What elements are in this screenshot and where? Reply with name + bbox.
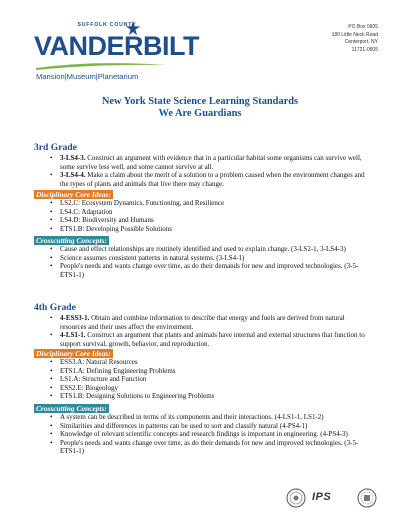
grade-4-dci-label: Disciplinary Core Ideas: xyxy=(36,349,111,358)
grade-3-standards xyxy=(50,154,370,188)
logo-name: VANDERBILT xyxy=(34,31,199,61)
list-item: • Similarities and differences in patterns can be used to sort and classify natural (4-PS4-1) xyxy=(50,422,370,431)
list-item: • ESS3.A: Natural Resources xyxy=(50,358,370,367)
standard-code: 4-LS1-1. xyxy=(60,331,86,340)
address-line: Centerport, NY xyxy=(344,39,378,46)
list-item: • ETS1.A: Defining Engineering Problems xyxy=(50,367,370,376)
list-item: • LS4.D: Biodiversity and Humans xyxy=(50,216,370,225)
logo-subtitle: Mansion|Museum|Planetarium xyxy=(36,72,139,81)
grade-4-dci-list xyxy=(50,358,370,401)
standard-text: Construct an argument that plants and animals have internal and external structures that function to support survival, growth, behavior, and reproduction. xyxy=(60,331,365,348)
list-item: • People's needs and wants change over time, as do their demands for new and improved technologies. (3-5-ETS1-1) xyxy=(50,439,370,456)
page-subtitle: We Are Guardians xyxy=(158,108,242,119)
list-item: • Cause and effect relationships are routinely identified and used to explain change. (3-LS2-1, 3-LS4-3) xyxy=(50,245,370,254)
list-item: • A system can be described in terms of its components and their interactions. (4-LS1-1, LS1-2) xyxy=(50,413,370,422)
grade-4-cc-list xyxy=(50,413,370,456)
page-title: New York State Science Learning Standards xyxy=(101,96,299,107)
mailing-address xyxy=(332,24,378,54)
standard-item xyxy=(50,171,370,188)
logo-county-text: SUFFOLK COUNTY xyxy=(77,22,137,28)
standard-text: Make a claim about the merit of a solution to a problem caused when the environment changes and the types of plants and animals that live there may change. xyxy=(60,171,365,188)
ips-logo: IPS xyxy=(312,491,332,503)
list-item: • Knowledge of relevant scientific concepts and research findings is important in engineering. (4-PS4-3) xyxy=(50,430,370,439)
standard-code: 3-LS4-4. xyxy=(60,171,86,180)
standard-item xyxy=(50,314,370,331)
standard-text: Construct an argument with evidence that in a particular habitat some organisms can survive well, some survive less well, and some cannot survive at all. xyxy=(60,154,362,171)
grade-4-standards xyxy=(50,314,370,348)
list-item: • ETS1.B: Developing Possible Solutions xyxy=(50,225,370,234)
grade-4-heading: 4th Grade xyxy=(34,302,76,313)
list-item: • LS1.A: Structure and Function xyxy=(50,375,370,384)
list-item: • LS4.C: Adaptation xyxy=(50,208,370,217)
standard-code: 3-LS4-3. xyxy=(60,154,86,162)
list-item: • People's needs and wants change over time, as do their demands for new and improved technologies. (3-5-ETS1-1) xyxy=(50,262,370,279)
address-line: 11721-0605 xyxy=(351,46,378,53)
vanderbilt-logo xyxy=(32,20,199,90)
state-seal-icon xyxy=(286,488,306,508)
list-item: • LS2.C: Ecosystem Dynamics, Functioning, and Resilience xyxy=(50,199,370,208)
address-line: PO Box 0605 xyxy=(348,24,378,30)
list-item: • Science assumes consistent patterns in natural systems. (3-LS4-1) xyxy=(50,254,370,263)
grade-3-dci-list xyxy=(50,199,370,233)
standard-code: 4-ESS3-1. xyxy=(60,314,90,322)
logo-swoosh xyxy=(34,61,168,71)
standard-item xyxy=(50,154,370,171)
list-item: • ESS2.E: Biogeology xyxy=(50,384,370,393)
county-seal-icon xyxy=(357,488,377,508)
address-line: 180 Little Neck Road xyxy=(331,31,378,38)
grade-3-cc-label: Crosscutting Concepts: xyxy=(36,236,107,245)
grade-3-cc-list xyxy=(50,245,370,279)
list-item: • ETS1.B: Designing Solutions to Engineering Problems xyxy=(50,392,370,401)
standard-item xyxy=(50,331,370,348)
standard-text: Obtain and combine information to describe that energy and fuels are derived from natural resources and their uses affect the environment. xyxy=(60,314,345,331)
grade-3-heading: 3rd Grade xyxy=(34,142,77,153)
grade-3-dci-label: Disciplinary Core Ideas: xyxy=(36,190,111,199)
grade-4-cc-label: Crosscutting Concepts: xyxy=(36,404,107,413)
